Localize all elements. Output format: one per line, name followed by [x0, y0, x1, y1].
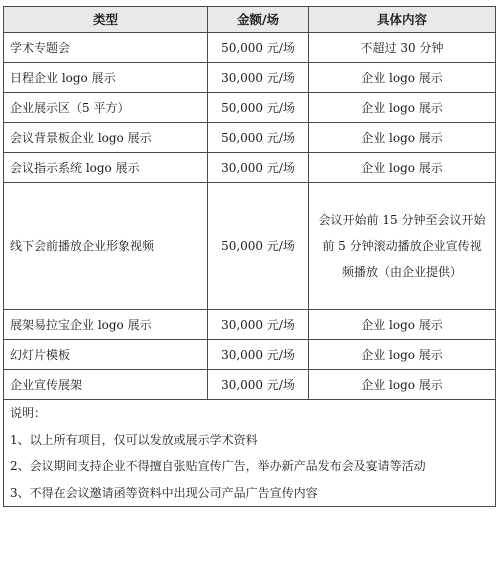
category-cell: 学术专题会	[4, 33, 208, 63]
header-detail: 具体内容	[309, 7, 496, 33]
amount-cell: 50,000 元/场	[208, 93, 309, 123]
header-amount: 金额/场	[208, 7, 309, 33]
detail-cell: 企业 logo 展示	[309, 93, 496, 123]
detail-cell: 不超过 30 分钟	[309, 33, 496, 63]
amount-cell: 30,000 元/场	[208, 340, 309, 370]
category-cell: 企业展示区（5 平方）	[4, 93, 208, 123]
category-cell: 日程企业 logo 展示	[4, 63, 208, 93]
category-cell: 线下会前播放企业形象视频	[4, 183, 208, 310]
note-item: 3、不得在会议邀请函等资料中出现公司产品广告宣传内容	[10, 485, 318, 500]
notes-row	[4, 400, 496, 507]
notes-cell	[4, 400, 496, 507]
note-item: 1、以上所有项目，仅可以发放或展示学术资料	[10, 432, 258, 447]
detail-cell: 企业 logo 展示	[309, 153, 496, 183]
note-item: 2、会议期间支持企业不得擅自张贴宣传广告，举办新产品发布会及宴请等活动	[10, 459, 426, 473]
detail-cell: 企业 logo 展示	[309, 370, 496, 400]
table-row	[4, 370, 496, 400]
detail-cell: 企业 logo 展示	[309, 63, 496, 93]
table-row	[4, 63, 496, 93]
amount-cell: 50,000 元/场	[208, 33, 309, 63]
category-cell: 会议背景板企业 logo 展示	[4, 123, 208, 153]
amount-cell: 50,000 元/场	[208, 123, 309, 153]
header-category: 类型	[4, 7, 208, 33]
table-row	[4, 340, 496, 370]
table-row	[4, 183, 496, 310]
category-cell: 幻灯片模板	[4, 340, 208, 370]
notes-title: 说明：	[10, 406, 47, 420]
table-row	[4, 123, 496, 153]
amount-cell: 30,000 元/场	[208, 153, 309, 183]
category-cell: 展架易拉宝企业 logo 展示	[4, 310, 208, 340]
detail-cell: 会议开始前 15 分钟至会议开始前 5 分钟滚动播放企业宣传视频播放（由企业提供）	[309, 183, 496, 310]
amount-cell: 50,000 元/场	[208, 183, 309, 310]
table-row	[4, 33, 496, 63]
amount-cell: 30,000 元/场	[208, 63, 309, 93]
amount-cell: 30,000 元/场	[208, 310, 309, 340]
sponsorship-document	[3, 6, 495, 507]
table-row	[4, 310, 496, 340]
table-header-row	[4, 7, 496, 33]
table-row	[4, 93, 496, 123]
detail-cell: 企业 logo 展示	[309, 123, 496, 153]
table-row	[4, 153, 496, 183]
amount-cell: 30,000 元/场	[208, 370, 309, 400]
detail-cell: 企业 logo 展示	[309, 310, 496, 340]
sponsorship-table	[3, 6, 496, 507]
category-cell: 企业宣传展架	[4, 370, 208, 400]
category-cell: 会议指示系统 logo 展示	[4, 153, 208, 183]
detail-cell: 企业 logo 展示	[309, 340, 496, 370]
